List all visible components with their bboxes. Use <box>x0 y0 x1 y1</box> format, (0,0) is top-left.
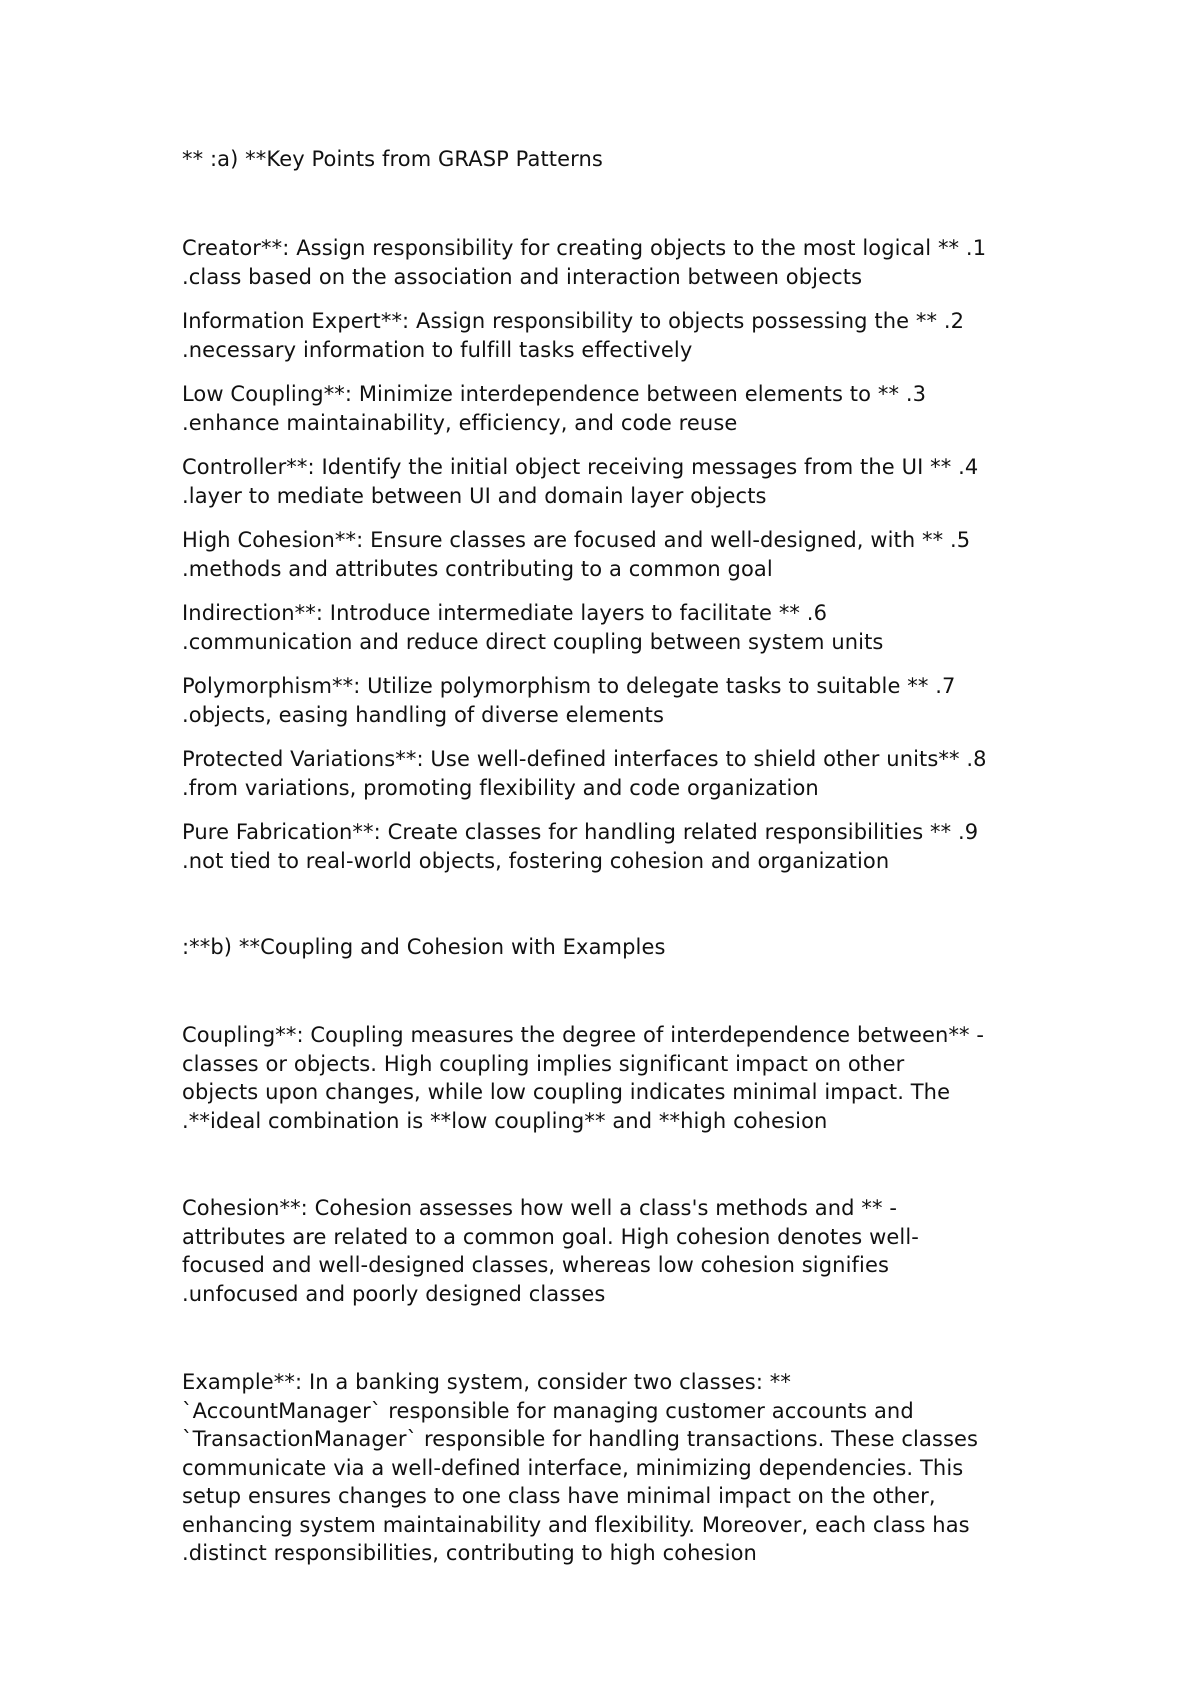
paragraph-line: Cohesion**: Cohesion assesses how well a class's methods and ** - <box>182 1196 898 1220</box>
section-a-heading <box>182 145 1062 174</box>
section-b-heading <box>182 933 1062 962</box>
grasp-point-line: Indirection**: Introduce intermediate layers to facilitate ** .6 <box>182 601 828 625</box>
grasp-point-line: Protected Variations**: Use well-defined interfaces to shield other units** .8 <box>182 747 987 771</box>
grasp-point-line: Pure Fabrication**: Create classes for handling related responsibilities ** .9 <box>182 820 979 844</box>
grasp-point-creator <box>182 234 1062 291</box>
grasp-point-line: .communication and reduce direct coupling between system units <box>182 629 884 654</box>
grasp-point-low-coupling <box>182 380 1062 437</box>
paragraph-line: attributes are related to a common goal. High cohesion denotes well- <box>182 1224 919 1249</box>
grasp-point-line: .methods and attributes contributing to a common goal <box>182 556 773 581</box>
example-paragraph <box>182 1368 1062 1568</box>
grasp-point-line: .objects, easing handling of diverse elements <box>182 702 664 727</box>
section-a-heading-text: ** :a) **Key Points from GRASP Patterns <box>182 147 603 171</box>
grasp-point-polymorphism <box>182 672 1062 729</box>
grasp-point-pure-fabrication <box>182 818 1062 875</box>
grasp-point-line: Controller**: Identify the initial object receiving messages from the UI ** .4 <box>182 455 979 479</box>
grasp-point-controller <box>182 453 1062 510</box>
grasp-point-indirection <box>182 599 1062 656</box>
grasp-point-line: Low Coupling**: Minimize interdependence between elements to ** .3 <box>182 382 927 406</box>
grasp-point-line: Information Expert**: Assign responsibility to objects possessing the ** .2 <box>182 309 965 333</box>
paragraph-line: `TransactionManager` responsible for handling transactions. These classes <box>182 1427 979 1451</box>
paragraph-line: Example**: In a banking system, consider two classes: ** <box>182 1370 791 1394</box>
cohesion-paragraph <box>182 1194 1062 1308</box>
paragraph-line: .unfocused and poorly designed classes <box>182 1281 606 1306</box>
paragraph-line: focused and well-designed classes, whereas low cohesion signifies <box>182 1253 890 1277</box>
paragraph-line: enhancing system maintainability and flexibility. Moreover, each class has <box>182 1512 970 1537</box>
grasp-point-line: .class based on the association and interaction between objects <box>182 264 863 289</box>
section-b-heading-text: :**b) **Coupling and Cohesion with Examples <box>182 935 666 959</box>
grasp-point-information-expert <box>182 307 1062 364</box>
paragraph-line: objects upon changes, while low coupling indicates minimal impact. The <box>182 1080 951 1104</box>
grasp-point-line: High Cohesion**: Ensure classes are focused and well-designed, with ** .5 <box>182 528 971 552</box>
grasp-point-line: .enhance maintainability, efficiency, and code reuse <box>182 410 738 435</box>
paragraph-line: Coupling**: Coupling measures the degree of interdependence between** - <box>182 1023 985 1047</box>
paragraph-line: setup ensures changes to one class have minimal impact on the other, <box>182 1484 936 1508</box>
grasp-point-line: .necessary information to fulfill tasks effectively <box>182 337 693 362</box>
paragraph-line: .distinct responsibilities, contributing to high cohesion <box>182 1541 757 1565</box>
grasp-point-line: .layer to mediate between UI and domain layer objects <box>182 483 767 508</box>
paragraph-line: classes or objects. High coupling implies significant impact on other <box>182 1051 905 1076</box>
grasp-point-line: .from variations, promoting flexibility and code organization <box>182 775 819 800</box>
paragraph-line: communicate via a well-defined interface, minimizing dependencies. This <box>182 1455 964 1480</box>
paragraph-line: .**ideal combination is **low coupling** and **high cohesion <box>182 1108 828 1133</box>
coupling-paragraph <box>182 1021 1062 1135</box>
grasp-point-line: Creator**: Assign responsibility for creating objects to the most logical ** .1 <box>182 236 987 260</box>
grasp-point-line: Polymorphism**: Utilize polymorphism to delegate tasks to suitable ** .7 <box>182 674 956 698</box>
paragraph-line: `AccountManager` responsible for managing customer accounts and <box>182 1398 914 1423</box>
grasp-point-high-cohesion <box>182 526 1062 583</box>
grasp-point-protected-variations <box>182 745 1062 802</box>
grasp-point-line: .not tied to real-world objects, fostering cohesion and organization <box>182 848 890 873</box>
